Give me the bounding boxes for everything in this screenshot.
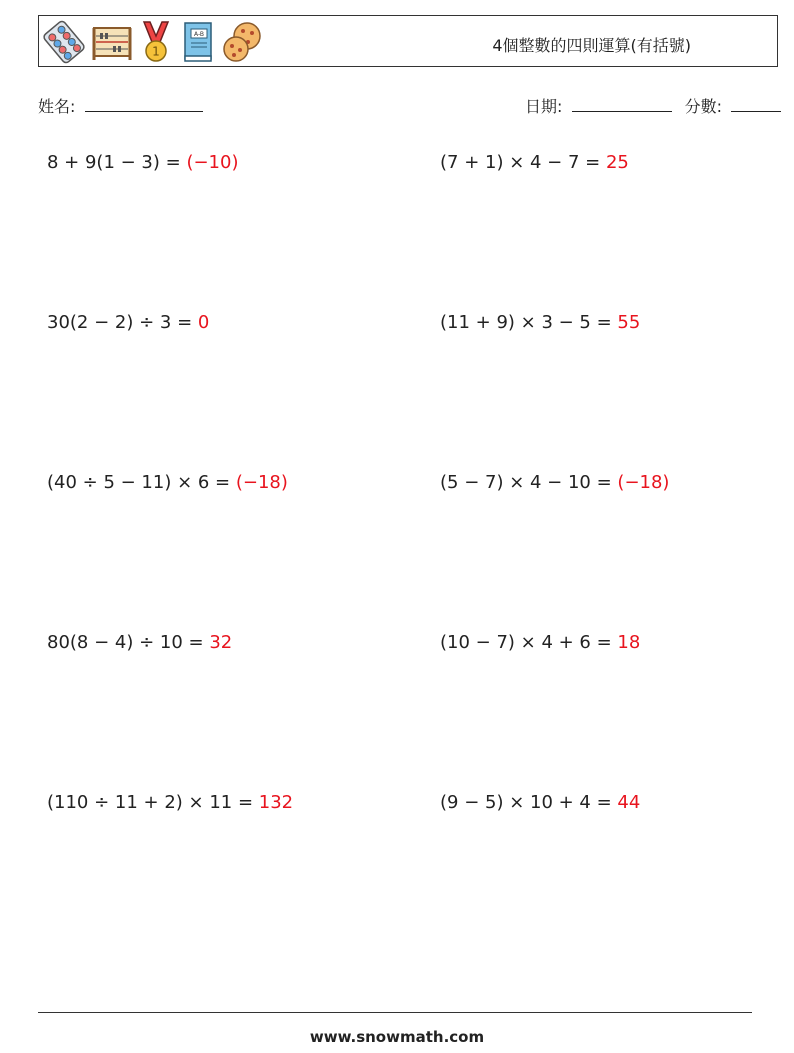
- problem-7: [47, 632, 232, 653]
- worksheet-header: [38, 15, 778, 67]
- problem-10: [440, 792, 640, 813]
- problem-5: [47, 472, 288, 493]
- book-label: A-B: [193, 31, 205, 38]
- problem-1: [47, 152, 238, 173]
- pills-icon: [43, 20, 85, 64]
- worksheet-title: 4個整數的四則運算(有括號): [492, 36, 691, 55]
- problem-6: [440, 472, 669, 493]
- problem-answer: 44: [617, 792, 641, 813]
- abacus-icon: [91, 22, 133, 62]
- problem-question: (10 − 7) × 4 + 6 =: [440, 632, 618, 653]
- problem-question: (110 ÷ 11 + 2) × 11 =: [47, 792, 259, 813]
- name-label: 姓名:: [38, 97, 76, 116]
- score-label: 分數:: [684, 97, 722, 116]
- name-field: [38, 94, 203, 117]
- problem-question: (7 + 1) × 4 − 7 =: [440, 152, 606, 173]
- medal-number: 1: [152, 44, 160, 59]
- problem-answer: 0: [197, 312, 210, 333]
- problem-answer: 18: [617, 632, 641, 653]
- problem-answer: (−18): [617, 472, 670, 493]
- problem-answer: (−18): [235, 472, 288, 493]
- problem-2: [440, 152, 629, 173]
- medal-icon: [139, 20, 173, 64]
- problem-question: (9 − 5) × 10 + 4 =: [440, 792, 618, 813]
- problem-question: 8 + 9(1 − 3) =: [47, 152, 187, 173]
- date-score-field: [525, 94, 781, 117]
- problem-3: [47, 312, 209, 333]
- problem-question: (5 − 7) × 4 − 10 =: [440, 472, 618, 493]
- problem-answer: 132: [258, 792, 294, 813]
- date-line[interactable]: [572, 96, 672, 112]
- score-line[interactable]: [731, 96, 781, 112]
- book-icon: [179, 20, 215, 64]
- name-line[interactable]: [85, 96, 203, 112]
- header-icons: [43, 19, 265, 65]
- problem-9: [47, 792, 293, 813]
- problem-4: [440, 312, 640, 333]
- problem-question: (11 + 9) × 3 − 5 =: [440, 312, 618, 333]
- problem-8: [440, 632, 640, 653]
- problem-answer: 25: [605, 152, 629, 173]
- footer-divider: [38, 1012, 752, 1013]
- problem-answer: 55: [617, 312, 641, 333]
- problem-answer: 32: [209, 632, 233, 653]
- problem-question: 80(8 − 4) ÷ 10 =: [47, 632, 210, 653]
- problem-question: (40 ÷ 5 − 11) × 6 =: [47, 472, 236, 493]
- problem-question: 30(2 − 2) ÷ 3 =: [47, 312, 198, 333]
- cookies-icon: [221, 20, 265, 64]
- problem-answer: (−10): [186, 152, 239, 173]
- date-label: 日期:: [525, 97, 563, 116]
- footer-site[interactable]: www.snowmath.com: [309, 1028, 485, 1046]
